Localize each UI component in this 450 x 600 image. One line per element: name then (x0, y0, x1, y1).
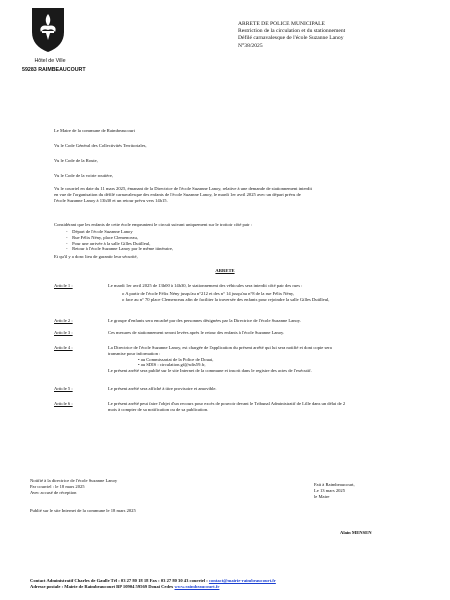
footer-contact: Contact Administratif Charles de Gaulle Tél : 03 27 80 18 18 Fax : 03 27 80 30 43 courriel : contact@mairie-raimbeaucourt.fr (30, 578, 276, 583)
circuit-item: - Pour une arrivée à la salle Gilles Dutilleul, (66, 240, 151, 246)
maire-line: Le Maire de la commune de Raimbeaucourt (54, 128, 135, 133)
vu-courriel: Vu le courriel en date du 11 mars 2025, émanant de la Directrice de l'école Suzanne Lanoy, relative à une demande de stationnement interdit en vue de l'organisation du défilé carnavalesque des enfants de l'école Suzanne Lanoy, le mardi 1er avril 2025 avec un départ prévu de l'école Suzanne Lanoy à 13h30 et un retour prévu vers 14h15. (54, 186, 312, 203)
article-6-body: Le présent arrêté peut faire l'objet d'un recours pour excès de pouvoir devant le Tribunal Administratif de Lille dans un délai de 2 mois à compter de sa notification ou de sa publication. (108, 401, 346, 412)
article-1-label: Article 1 : (54, 283, 73, 288)
title-line-4: N°38/2025 (238, 42, 263, 49)
website-link[interactable]: www.raimbeaucourt.fr (174, 583, 220, 589)
coat-of-arms-logo (30, 6, 66, 54)
title-line-2: Restriction de la circulation et du stationnement (238, 28, 346, 35)
circuit-item: - Retour à l'école Suzanne Lanoy par le même itinéraire, (66, 246, 174, 252)
article-2-label: Article 2 : (54, 318, 73, 323)
article-1-body: Le mardi 1er avril 2025 de 13h00 à 14h30, le stationnement des véhicules sera interdit côté pair des rues : o A partir de l'école Félix Nény jusqu'au n°212 et des n° 14 jusqu'au n°8 de la rue Félix Nény, o face au n° 70 place Clemenceau afin de faciliter la traversée des enfants pour rejoindre la salle Gilles Dutilleul, (108, 283, 330, 302)
article-6-label: Article 6 : (54, 401, 73, 406)
article-3-label: Article 3 : (54, 330, 73, 335)
publication-line: Publié sur le site Internet de la commune le 18 mars 2025 (30, 508, 136, 513)
notification-block: Notifié à la directrice de l'école Suzanne Lanoy Par courriel : le 18 mars 2025 Avec accusé de réception (30, 478, 118, 495)
circuit-item: - Départ de l'école Suzanne Lanoy (66, 229, 133, 234)
mayor-name: Alain MENSEN (340, 530, 372, 535)
title-line-1: ARRETE DE POLICE MUNICIPALE (238, 21, 325, 27)
town-name: 59283 RAIMBEAUCOURT (22, 67, 86, 73)
signature-block: Fait à Raimbeaucourt, Le 13 mars 2025 le Maire (314, 482, 355, 499)
footer-address: Adresse postale : Mairie de Raimbeaucourt BP 10904 59569 Douai Cedex www.raimbeaucourt.fr (30, 583, 220, 589)
circuit-list (66, 229, 173, 252)
footer (30, 578, 420, 590)
title-line-3: Défilé carnavalesque de l'école Suzanne Lanoy (238, 35, 344, 42)
article-2-body: Le groupe d'enfants sera encadré par des personnes désignées par la Directrice de l'école Suzanne Lanoy. (108, 318, 301, 323)
securite-line: Et qu'il y a donc lieu de garantir leur sécurité, (54, 254, 138, 259)
title-block (238, 21, 388, 50)
circuit-item: - Rue Félix Nény, place Clemenceau, (66, 234, 138, 240)
hotel-de-ville-label: Hôtel de Ville (34, 58, 66, 64)
arrete-heading: ARRETE (215, 268, 235, 273)
article-3-body: Ces mesures de stationnement seront levées après le retour des enfants à l'école Suzanne Lanoy. (108, 330, 285, 335)
vu-code-route: Vu le Code de la Route, (54, 158, 98, 163)
vu-code-cgct: Vu le Code Général des Collectivités Territoriales, (54, 143, 147, 148)
contact-email-link[interactable]: contact@mairie-raimbeaucourt.fr (208, 578, 276, 583)
article-4-body: La Directrice de l'école Suzanne Lanoy, est chargée de l'application du présent arrêté qui lui sera notifié et dont copie sera transmise pour information : • au Commissariat de la Police de Douai, • au SDIS : circulation.gf@sdis59.fr, Le présent arrêté sera publié sur le site Internet de la commune et inscrit dans le registre des actes de l'exécutif. (108, 345, 332, 374)
article-5-label: Article 5 : (54, 386, 73, 391)
considerant: Considérant que les enfants de cette école empruntent le circuit suivant uniquement sur le trottoir côté pair : (54, 222, 253, 227)
vu-code-voirie: Vu le Code de la voirie routière, (54, 173, 114, 178)
article-5-body: Le présent arrêté sera affiché à titre provisoire et amovible. (108, 386, 217, 391)
article-4-label: Article 4 : (54, 345, 73, 350)
